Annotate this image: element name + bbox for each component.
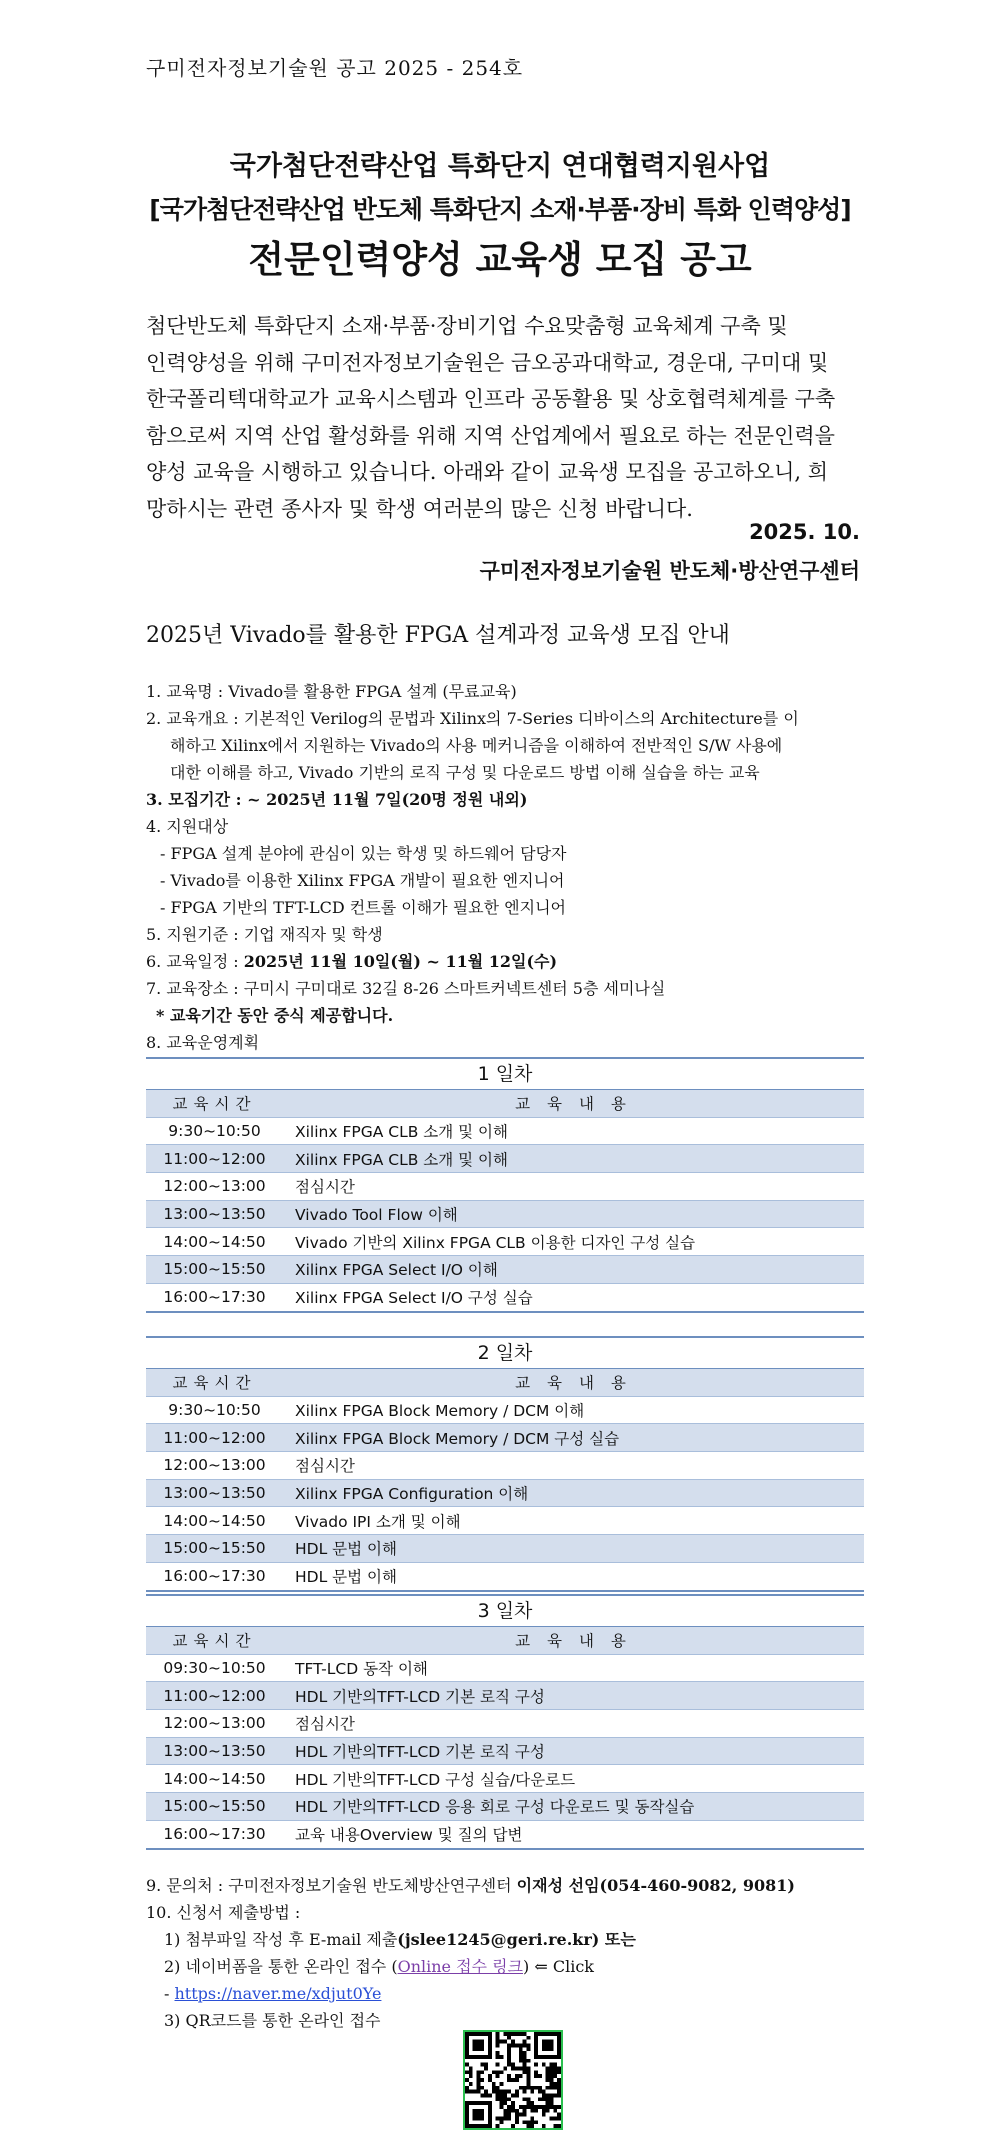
time-cell: 12:00~13:00 (146, 1452, 283, 1480)
item-schedule (146, 948, 866, 975)
content-cell: 점심시간 (283, 1710, 864, 1738)
content-cell: HDL 문법 이해 (283, 1562, 864, 1590)
item-overview: 2. 교육개요 : 기본적인 Verilog의 문법과 Xilinx의 7-Series 디바이스의 Architecture를 이 (146, 709, 799, 728)
content-cell: Vivado Tool Flow 이해 (283, 1200, 864, 1228)
time-cell: 13:00~13:50 (146, 1479, 283, 1507)
intro-line: 인력양성을 위해 구미전자정보기술원은 금오공과대학교, 경운대, 구미대 및 (146, 350, 829, 375)
content-cell: Vivado 기반의 Xilinx FPGA CLB 이용한 디자인 구성 실습 (283, 1228, 864, 1256)
day-2-schedule (146, 1336, 864, 1592)
online-pre: 2) 네이버폼을 통한 온라인 접수 ( (164, 1957, 398, 1976)
table-row (146, 1173, 864, 1201)
item-plan: 8. 교육운영계획 (146, 1033, 260, 1052)
time-cell: 09:30~10:50 (146, 1654, 283, 1682)
table-row (146, 1424, 864, 1452)
intro-line: 망하시는 관련 종사자 및 학생 여러분의 많은 신청 바랍니다. (146, 496, 693, 521)
time-cell: 16:00~17:30 (146, 1283, 283, 1311)
qr-code-icon[interactable] (463, 2030, 563, 2130)
table-row (146, 1765, 864, 1793)
day-title: 2 일차 (146, 1336, 864, 1369)
time-cell: 14:00~14:50 (146, 1228, 283, 1256)
contact-person: 이재성 선임(054-460-9082, 9081) (516, 1876, 795, 1895)
content-cell: Xilinx FPGA CLB 소개 및 이해 (283, 1117, 864, 1145)
content-cell: Xilinx FPGA Block Memory / DCM 구성 실습 (283, 1424, 864, 1452)
content-cell: Xilinx FPGA CLB 소개 및 이해 (283, 1145, 864, 1173)
item-target: 4. 지원대상 (146, 817, 229, 836)
time-cell: 9:30~10:50 (146, 1117, 283, 1145)
table-row (146, 1228, 864, 1256)
qr-code-graphic (465, 2032, 561, 2128)
intro-paragraph (146, 308, 860, 527)
online-post: ) ⇐ Click (523, 1957, 594, 1976)
table-row (146, 1283, 864, 1311)
submission-online (146, 1953, 866, 1980)
item-contact (146, 1872, 866, 1899)
schedule-value: 2025년 11월 10일(월) ~ 11월 12일(수) (243, 952, 558, 971)
intro-line: 함으로써 지역 산업 활성화를 위해 지역 산업계에서 필요로 하는 전문인력을 (146, 423, 835, 448)
table-row (146, 1710, 864, 1738)
day-3-schedule (146, 1594, 864, 1850)
time-cell: 15:00~15:50 (146, 1256, 283, 1284)
content-cell: Xilinx FPGA Select I/O 구성 실습 (283, 1283, 864, 1311)
day-title: 1 일차 (146, 1057, 864, 1090)
submission-qr: 3) QR코드를 통한 온라인 접수 (164, 2011, 381, 2030)
content-cell: Vivado IPI 소개 및 이해 (283, 1507, 864, 1535)
table-row (146, 1793, 864, 1821)
content-cell: Xilinx FPGA Configuration 이해 (283, 1479, 864, 1507)
table-row (146, 1654, 864, 1682)
table-row (146, 1200, 864, 1228)
intro-line: 첨단반도체 특화단지 소재·부품·장비기업 수요맞춤형 교육체계 구축 및 (146, 314, 788, 338)
table-row (146, 1737, 864, 1765)
schedule-table (146, 1090, 864, 1313)
time-cell: 16:00~17:30 (146, 1820, 283, 1848)
time-cell: 11:00~12:00 (146, 1682, 283, 1710)
title-block (0, 145, 1000, 289)
contact-label: 9. 문의처 : 구미전자정보기술원 반도체방산연구센터 (146, 1876, 517, 1895)
table-row (146, 1535, 864, 1563)
time-cell: 11:00~12:00 (146, 1145, 283, 1173)
item-target-c: - FPGA 기반의 TFT-LCD 컨트롤 이해가 필요한 엔지니어 (160, 898, 566, 917)
table-row (146, 1396, 864, 1424)
time-cell: 13:00~13:50 (146, 1737, 283, 1765)
item-submission: 10. 신청서 제출방법 : (146, 1903, 301, 1922)
table-row (146, 1256, 864, 1284)
notice-date: 2025. 10. (749, 520, 860, 544)
naver-form-url[interactable]: https://naver.me/xdjut0Ye (174, 1984, 382, 2003)
issuer-name: 구미전자정보기술원 반도체·방산연구센터 (479, 559, 860, 583)
item-overview-cont: 해하고 Xilinx에서 지원하는 Vivado의 사용 메커니즘을 이해하여 전반적인 S/W 사용에 (170, 736, 783, 755)
submission-email (146, 1926, 866, 1953)
content-cell: HDL 기반의TFT-LCD 기본 로직 구성 (283, 1682, 864, 1710)
schedule-label: 6. 교육일정 : (146, 952, 244, 971)
table-row (146, 1452, 864, 1480)
table-header-row (146, 1627, 864, 1654)
day-title: 3 일차 (146, 1594, 864, 1627)
item-course-name: 1. 교육명 : Vivado를 활용한 FPGA 설계 (무료교육) (146, 682, 517, 701)
email-label: 1) 첨부파일 작성 후 E-mail 제출 (164, 1930, 398, 1949)
table-row (146, 1507, 864, 1535)
item-location: 7. 교육장소 : 구미시 구미대로 32길 8-26 스마트커넥트센터 5층 세미나실 (146, 979, 666, 998)
content-cell: 점심시간 (283, 1173, 864, 1201)
time-cell: 13:00~13:50 (146, 1200, 283, 1228)
time-cell: 12:00~13:00 (146, 1710, 283, 1738)
item-recruit-period (146, 786, 866, 813)
content-cell: 교육 내용Overview 및 질의 답변 (283, 1820, 864, 1848)
day-1-schedule (146, 1057, 864, 1313)
title-line-3: 전문인력양성 교육생 모집 공고 (248, 238, 752, 281)
content-cell: 점심시간 (283, 1452, 864, 1480)
header-content: 교 육 내 용 (283, 1627, 864, 1654)
time-cell: 12:00~13:00 (146, 1173, 283, 1201)
recruit-period-label: 3. 모집기간 : (146, 790, 248, 809)
table-header-row (146, 1090, 864, 1117)
time-cell: 15:00~15:50 (146, 1535, 283, 1563)
content-cell: Xilinx FPGA Select I/O 이해 (283, 1256, 864, 1284)
items-list (146, 678, 866, 1056)
time-cell: 15:00~15:50 (146, 1793, 283, 1821)
table-row (146, 1145, 864, 1173)
sub-heading: 2025년 Vivado를 활용한 FPGA 설계과정 교육생 모집 안내 (146, 623, 730, 648)
title-line-2: [국가첨단전략산업 반도체 특화단지 소재·부품·장비 특화 인력양성] (149, 195, 851, 224)
header-content: 교 육 내 용 (283, 1369, 864, 1396)
header-time: 교육시간 (146, 1627, 283, 1654)
url-prefix: - (164, 1984, 175, 2003)
table-row (146, 1117, 864, 1145)
header-time: 교육시간 (146, 1369, 283, 1396)
item-overview-cont: 대한 이해를 하고, Vivado 기반의 로직 구성 및 다운로드 방법 이해 실습을 하는 교육 (170, 763, 760, 782)
content-cell: TFT-LCD 동작 이해 (283, 1654, 864, 1682)
content-cell: HDL 기반의TFT-LCD 기본 로직 구성 (283, 1737, 864, 1765)
intro-line: 양성 교육을 시행하고 있습니다. 아래와 같이 교육생 모집을 공고하오니, 희 (146, 460, 829, 484)
table-row (146, 1820, 864, 1848)
table-header-row (146, 1369, 864, 1396)
lunch-note: * 교육기간 동안 중식 제공합니다. (156, 1006, 394, 1025)
time-cell: 9:30~10:50 (146, 1396, 283, 1424)
email-address[interactable]: (jslee1245@geri.re.kr) 또는 (397, 1930, 636, 1949)
recruit-period-value: ~ 2025년 11월 7일(20명 정원 내외) (247, 790, 528, 809)
submission-url (146, 1980, 866, 2007)
schedule-table (146, 1627, 864, 1850)
schedule-table (146, 1369, 864, 1592)
item-target-b: - Vivado를 이용한 Xilinx FPGA 개발이 필요한 엔지니어 (160, 871, 565, 890)
content-cell: HDL 문법 이해 (283, 1535, 864, 1563)
time-cell: 16:00~17:30 (146, 1562, 283, 1590)
content-cell: HDL 기반의TFT-LCD 구성 실습/다운로드 (283, 1765, 864, 1793)
table-row (146, 1562, 864, 1590)
table-row (146, 1479, 864, 1507)
header-content: 교 육 내 용 (283, 1090, 864, 1117)
item-target-a: - FPGA 설계 분야에 관심이 있는 학생 및 하드웨어 담당자 (160, 844, 567, 863)
time-cell: 14:00~14:50 (146, 1507, 283, 1535)
time-cell: 11:00~12:00 (146, 1424, 283, 1452)
header-time: 교육시간 (146, 1090, 283, 1117)
online-form-link[interactable]: Online 접수 링크 (397, 1957, 524, 1976)
table-row (146, 1682, 864, 1710)
content-cell: HDL 기반의TFT-LCD 응용 회로 구성 다운로드 및 동작실습 (283, 1793, 864, 1821)
intro-line: 한국폴리텍대학교가 교육시스템과 인프라 공동활용 및 상호협력체계를 구축 (146, 387, 836, 411)
time-cell: 14:00~14:50 (146, 1765, 283, 1793)
item-criteria: 5. 지원기준 : 기업 재직자 및 학생 (146, 925, 383, 944)
notice-number: 구미전자정보기술원 공고 2025 - 254호 (146, 56, 524, 80)
footer-section (146, 1872, 866, 2034)
content-cell: Xilinx FPGA Block Memory / DCM 이해 (283, 1396, 864, 1424)
title-line-1: 국가첨단전략산업 특화단지 연대협력지원사업 (229, 151, 771, 182)
